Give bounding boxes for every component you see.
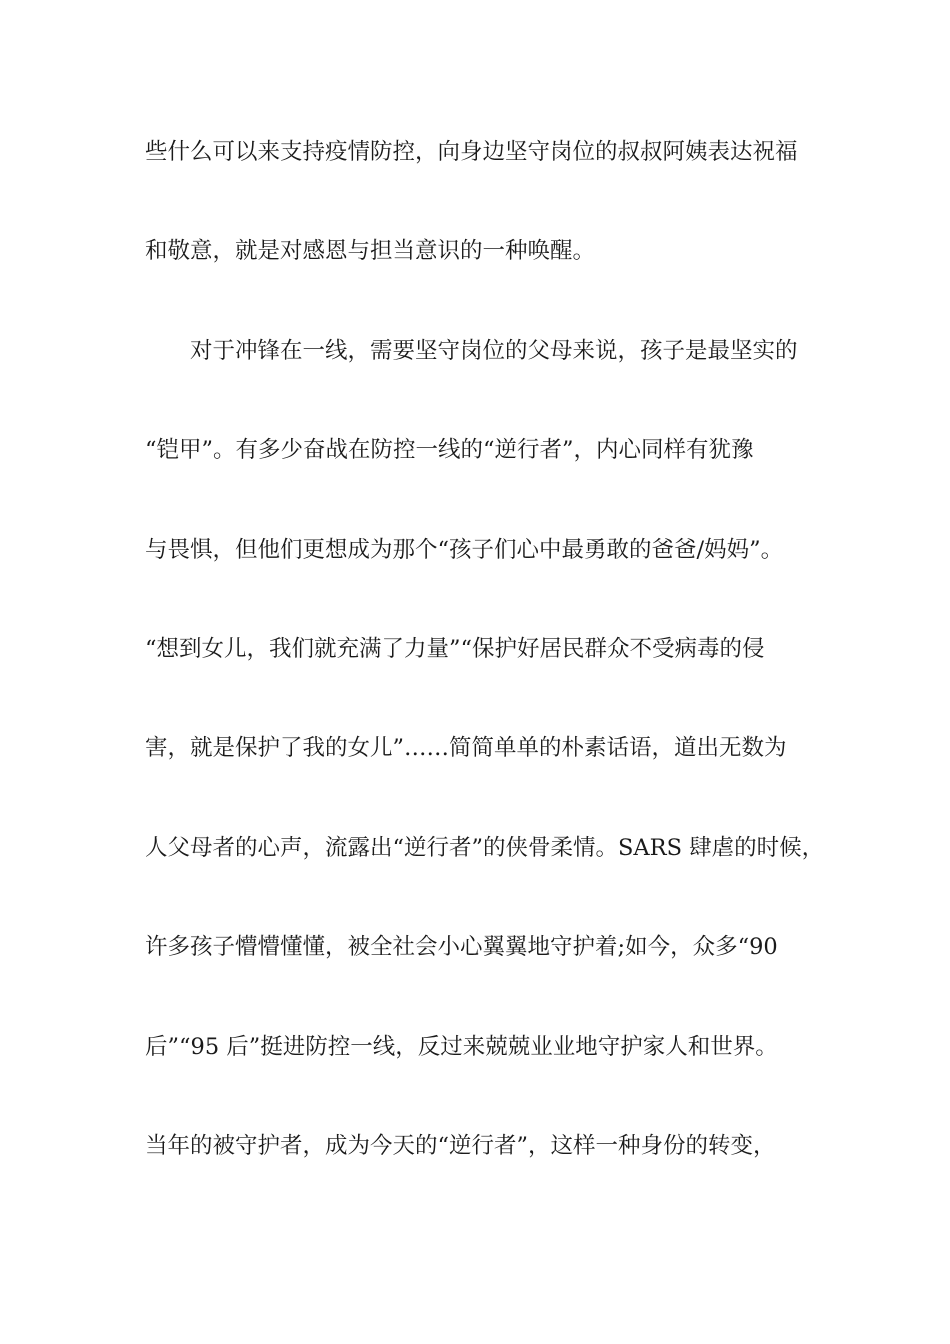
text-line: 与畏惧，但他们更想成为那个“孩子们心中最勇敢的爸爸/妈妈”。	[145, 536, 784, 563]
text-line: 当年的被守护者，成为今天的“逆行者”，这样一种身份的转变，	[145, 1132, 776, 1159]
text-line: “铠甲”。有多少奋战在防控一线的“逆行者”，内心同样有犹豫	[145, 437, 754, 464]
text-line: 些什么可以来支持疫情防控，向身边坚守岗位的叔叔阿姨表达祝福	[145, 139, 798, 165]
text-line: 害，就是保护了我的女儿”……简简单单的朴素话语，道出无数为	[145, 735, 787, 762]
body-text	[145, 124, 825, 1217]
text-line: 人父母者的心声，流露出“逆行者”的侠骨柔情。SARS 肆虐的时候，	[145, 834, 825, 861]
text-line: 和敬意，就是对感恩与担当意识的一种唤醒。	[145, 238, 596, 265]
text-line: 许多孩子懵懵懂懂，被全社会小心翼翼地守护着;如今，众多“90	[145, 934, 778, 961]
paragraph-first-line: 对于冲锋在一线，需要坚守岗位的父母来说，孩子是最坚实的	[190, 337, 798, 364]
text-line: 后”“95 后”挺进防控一线，反过来兢兢业业地守护家人和世界。	[145, 1033, 778, 1060]
text-line: “想到女儿，我们就充满了力量”“保护好居民群众不受病毒的侵	[145, 635, 765, 662]
